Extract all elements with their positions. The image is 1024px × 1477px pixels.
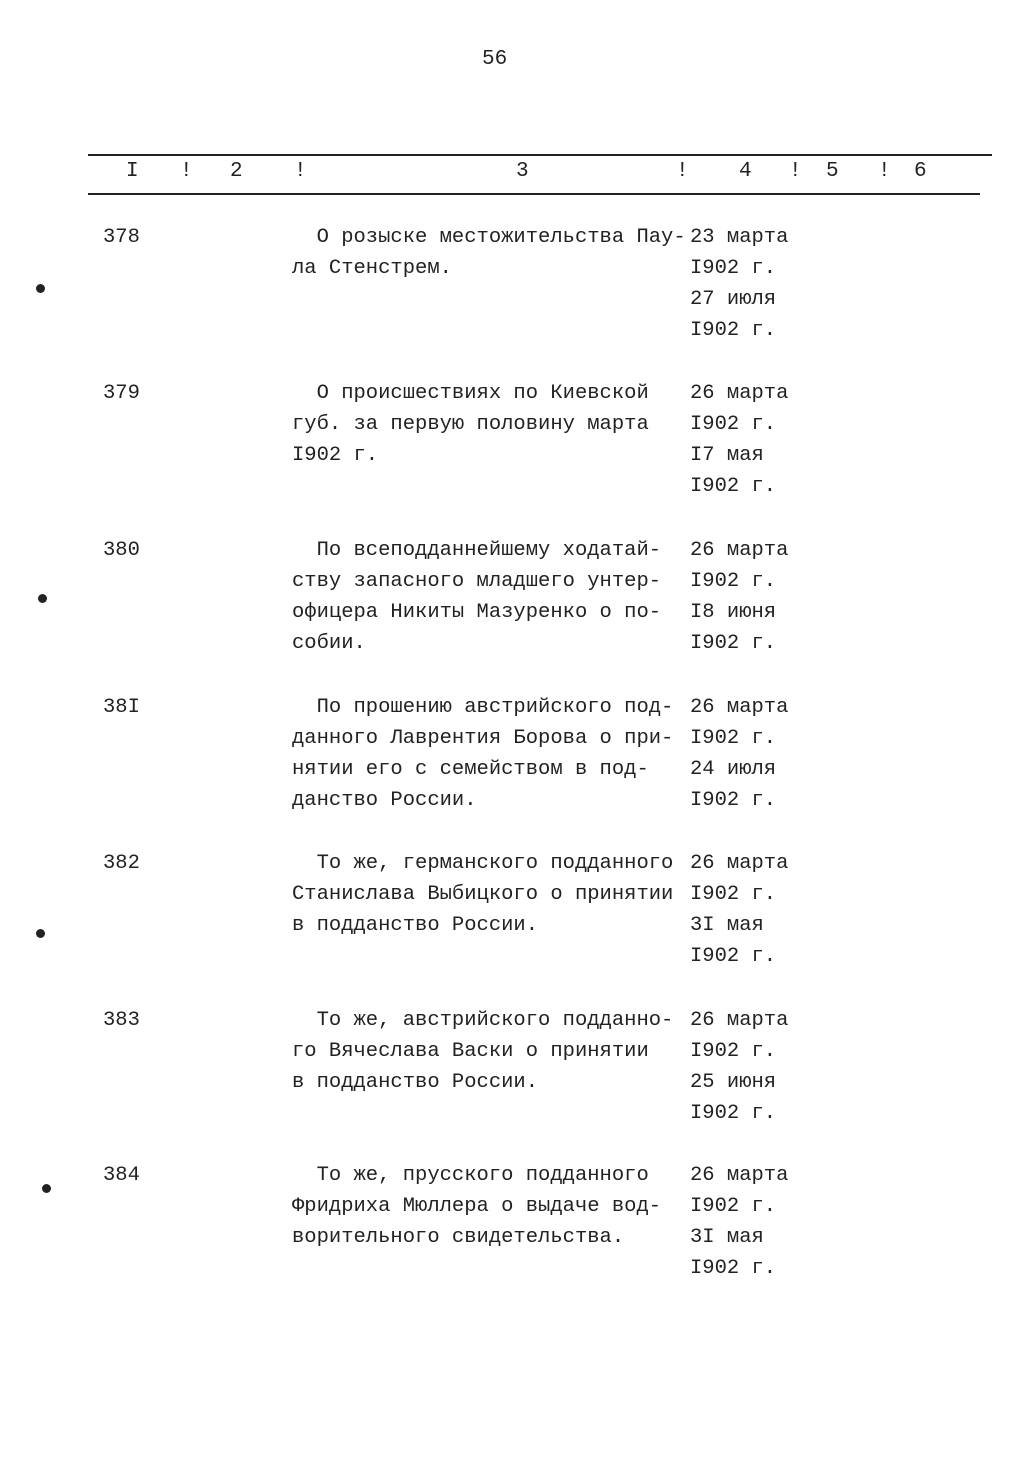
date-line: I8 июня xyxy=(690,601,777,624)
entry-number: 379 xyxy=(103,382,140,405)
entry-description xyxy=(292,378,649,471)
description-line: По всеподданнейшему ходатай- xyxy=(292,539,662,562)
description-line: нятии его с семейством в под- xyxy=(292,758,649,781)
col-separator: ! xyxy=(789,160,802,183)
col-separator: ! xyxy=(676,160,689,183)
col-separator: ! xyxy=(294,160,307,183)
description-line: собии. xyxy=(292,632,366,655)
table-header-rule xyxy=(88,193,980,195)
description-line: данство России. xyxy=(292,789,477,812)
description-line: Фридриха Мюллера о выдаче вод- xyxy=(292,1195,662,1218)
description-line: в подданство России. xyxy=(292,1071,539,1094)
hole-punch-mark xyxy=(42,1184,51,1193)
hole-punch-mark xyxy=(36,284,45,293)
col-header-4: 4 xyxy=(739,160,752,183)
description-line: То же, австрийского подданно- xyxy=(292,1009,674,1032)
col-header-2: 2 xyxy=(230,160,243,183)
description-line: То же, прусского подданного xyxy=(292,1164,649,1187)
description-line: офицера Никиты Мазуренко о по- xyxy=(292,601,662,624)
table-row xyxy=(0,1005,1024,1135)
description-line: О розыске местожительства Пау- xyxy=(292,226,686,249)
description-line: I902 г. xyxy=(292,444,379,467)
date-line: 3I мая xyxy=(690,1226,764,1249)
table-row xyxy=(0,848,1024,978)
date-line: 26 марта xyxy=(690,382,789,405)
date-line: I902 г. xyxy=(690,570,777,593)
description-line: То же, германского подданного xyxy=(292,852,674,875)
table-top-rule xyxy=(88,154,992,156)
entry-description xyxy=(292,535,661,659)
date-line: I902 г. xyxy=(690,945,777,968)
col-separator: ! xyxy=(180,160,193,183)
date-line: 26 марта xyxy=(690,696,789,719)
date-line: 26 марта xyxy=(690,852,789,875)
date-line: I902 г. xyxy=(690,1195,777,1218)
entry-description xyxy=(292,848,673,941)
hole-punch-mark xyxy=(36,929,45,938)
entry-dates xyxy=(690,848,788,972)
description-line: го Вячеслава Васки о принятии xyxy=(292,1040,649,1063)
date-line: I902 г. xyxy=(690,413,777,436)
date-line: 26 марта xyxy=(690,539,789,562)
description-line: О происшествиях по Киевской xyxy=(292,382,649,405)
description-line: ству запасного младшего унтер- xyxy=(292,570,662,593)
table-row xyxy=(0,692,1024,822)
date-line: 23 марта xyxy=(690,226,789,249)
page-number: 56 xyxy=(482,48,508,71)
date-line: 26 марта xyxy=(690,1009,789,1032)
date-line: I902 г. xyxy=(690,1102,777,1125)
col-header-3: 3 xyxy=(516,160,529,183)
date-line: I902 г. xyxy=(690,319,777,342)
description-line: По прошению австрийского под- xyxy=(292,696,674,719)
description-line: в подданство России. xyxy=(292,914,539,937)
date-line: I902 г. xyxy=(690,632,777,655)
entry-number: 382 xyxy=(103,852,140,875)
table-row xyxy=(0,378,1024,508)
description-line: ла Стенстрем. xyxy=(292,257,452,280)
col-header-6: 6 xyxy=(914,160,927,183)
entry-description xyxy=(292,1160,661,1253)
date-line: I902 г. xyxy=(690,727,777,750)
date-line: I902 г. xyxy=(690,1257,777,1280)
col-header-1: I xyxy=(126,160,139,183)
entry-dates xyxy=(690,378,788,502)
table-row xyxy=(0,222,1024,352)
entry-dates xyxy=(690,692,788,816)
entry-number: 383 xyxy=(103,1009,140,1032)
date-line: I902 г. xyxy=(690,1040,777,1063)
entry-description xyxy=(292,1005,673,1098)
date-line: I902 г. xyxy=(690,789,777,812)
date-line: I7 мая xyxy=(690,444,764,467)
date-line: I902 г. xyxy=(690,475,777,498)
entry-number: 38I xyxy=(103,696,140,719)
date-line: I902 г. xyxy=(690,883,777,906)
entry-number: 378 xyxy=(103,226,140,249)
description-line: губ. за первую половину марта xyxy=(292,413,649,436)
date-line: 25 июня xyxy=(690,1071,777,1094)
entry-number: 384 xyxy=(103,1164,140,1187)
entry-description xyxy=(292,222,686,284)
col-header-5: 5 xyxy=(826,160,839,183)
description-line: данного Лаврентия Борова о при- xyxy=(292,727,674,750)
date-line: 24 июля xyxy=(690,758,777,781)
date-line: 27 июля xyxy=(690,288,777,311)
table-row xyxy=(0,1160,1024,1290)
date-line: I902 г. xyxy=(690,257,777,280)
hole-punch-mark xyxy=(38,594,47,603)
description-line: ворительного свидетельства. xyxy=(292,1226,625,1249)
col-separator: ! xyxy=(878,160,891,183)
entry-dates xyxy=(690,1160,788,1284)
date-line: 26 марта xyxy=(690,1164,789,1187)
entry-number: 380 xyxy=(103,539,140,562)
table-row xyxy=(0,535,1024,665)
entry-description xyxy=(292,692,673,816)
entry-dates xyxy=(690,1005,788,1129)
date-line: 3I мая xyxy=(690,914,764,937)
description-line: Станислава Выбицкого о принятии xyxy=(292,883,674,906)
entry-dates xyxy=(690,222,788,346)
entry-dates xyxy=(690,535,788,659)
